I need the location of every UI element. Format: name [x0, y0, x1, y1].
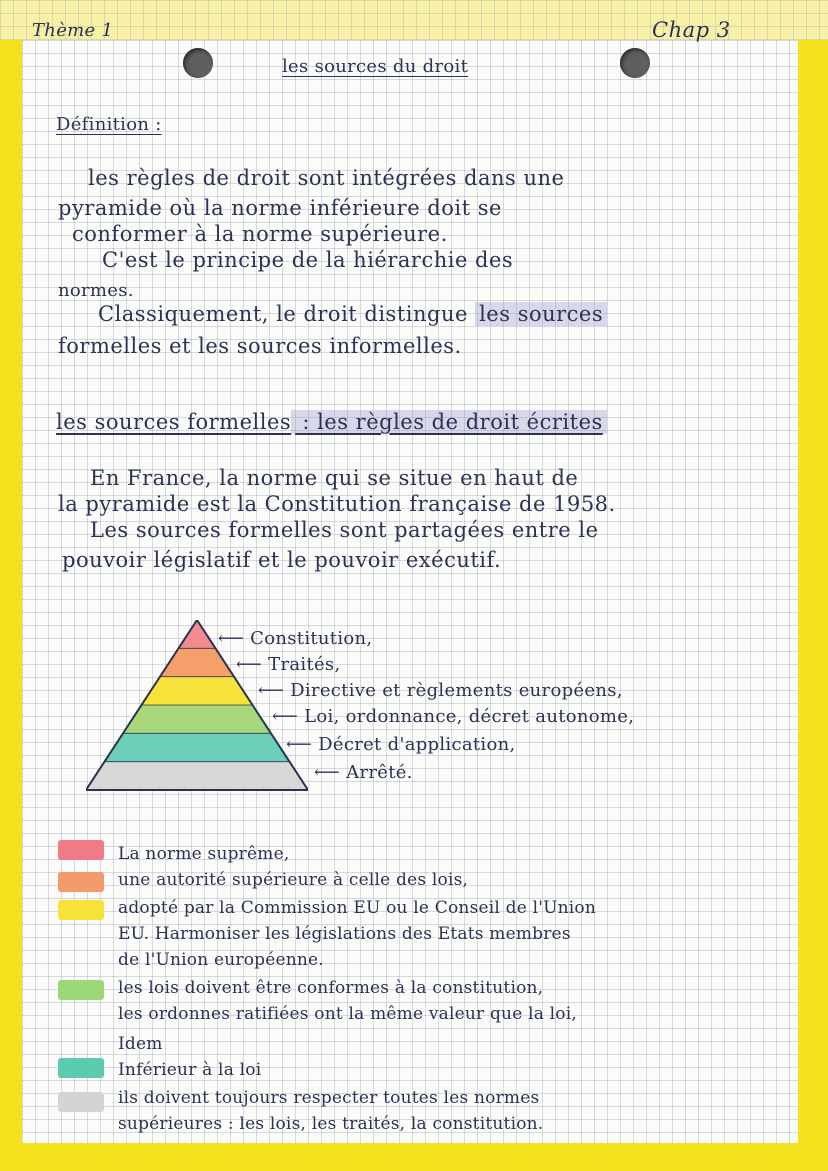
legend-text-2-1: une autorité supérieure à celle des lois,	[118, 870, 469, 890]
legend-text-3-3: de l'Union européenne.	[118, 950, 324, 970]
pyramid-label-5	[286, 734, 516, 755]
chapter-label: Chap 3	[652, 18, 731, 42]
arrow-left-icon: ⟵	[218, 628, 251, 649]
definition-heading: Définition :	[56, 114, 162, 135]
legend-text-4-2: les ordonnes ratifiées ont la même valeur que la loi,	[118, 1004, 577, 1024]
formal-line-4: pouvoir législatif et le pouvoir exécutif.	[62, 548, 502, 572]
legend-swatch-3	[58, 900, 104, 920]
arrow-left-icon: ⟵	[314, 762, 347, 783]
legend-text-6-1: ils doivent toujours respecter toutes les normes	[118, 1088, 540, 1108]
pyramid-label-3	[258, 680, 623, 701]
legend-text-5-1: Idem	[118, 1034, 163, 1054]
legend-swatch-2	[58, 872, 104, 892]
page-title: les sources du droit	[282, 56, 469, 77]
punch-hole-left	[183, 48, 213, 78]
pyramid-label-text: Décret d'application,	[318, 734, 516, 755]
theme-label: Thème 1	[32, 20, 114, 41]
definition-line-3: conformer à la norme supérieure.	[72, 222, 448, 246]
pyramid-label-text: Directive et règlements européens,	[290, 680, 623, 701]
formal-sources-heading	[56, 410, 607, 434]
legend-text-5-2: Inférieur à la loi	[118, 1060, 262, 1080]
pyramid-label-4	[272, 706, 634, 727]
formal-line-1: En France, la norme qui se situe en haut de	[90, 466, 579, 490]
definition-line-4: C'est le principe de la hiérarchie des	[102, 248, 514, 272]
legend-text-3-1: adopté par la Commission EU ou le Conseil de l'Union	[118, 898, 596, 918]
legend-swatch-4	[58, 980, 104, 1000]
pyramid-label-6	[314, 762, 413, 783]
pyramid-band-6	[86, 762, 308, 790]
legend-swatch-5	[58, 1058, 104, 1078]
legend-text-6-2: supérieures : les lois, les traités, la constitution.	[118, 1114, 544, 1134]
definition-line-7: formelles et les sources informelles.	[58, 334, 462, 358]
formal-line-3: Les sources formelles sont partagées entre le	[90, 518, 599, 542]
formal-sources-heading-sub: : les règles de droit écrites	[291, 410, 607, 434]
arrow-left-icon: ⟵	[272, 706, 305, 727]
legend-text-3-2: EU. Harmoniser les législations des Etats membres	[118, 924, 571, 944]
punch-hole-right	[620, 48, 650, 78]
definition-line-6: Classiquement, le droit distingue les sources	[98, 302, 607, 326]
pyramid-label-1	[218, 628, 372, 649]
pyramid-label-text: Traités,	[268, 654, 341, 675]
pyramid-label-text: Constitution,	[250, 628, 373, 649]
definition-line-2: pyramide où la norme inférieure doit se	[58, 196, 502, 220]
legend-text-1-1: La norme suprême,	[118, 844, 290, 864]
formal-line-2: la pyramide est la Constitution française de 1958.	[58, 492, 616, 516]
pyramid-label-text: Arrêté.	[346, 762, 413, 783]
pyramid-label-2	[236, 654, 340, 675]
definition-line-1: les règles de droit sont intégrées dans une	[88, 166, 565, 190]
arrow-left-icon: ⟵	[286, 734, 319, 755]
definition-line-5: normes.	[58, 280, 134, 301]
arrow-left-icon: ⟵	[236, 654, 269, 675]
legend-swatch-1	[58, 840, 104, 860]
arrow-left-icon: ⟵	[258, 680, 291, 701]
legend-text-4-1: les lois doivent être conformes à la constitution,	[118, 978, 544, 998]
formal-sources-heading-main: les sources formelles	[56, 410, 292, 434]
legend-swatch-6	[58, 1092, 104, 1112]
highlighted-sources: les sources	[475, 302, 607, 326]
pyramid-label-text: Loi, ordonnance, décret autonome,	[304, 706, 635, 727]
